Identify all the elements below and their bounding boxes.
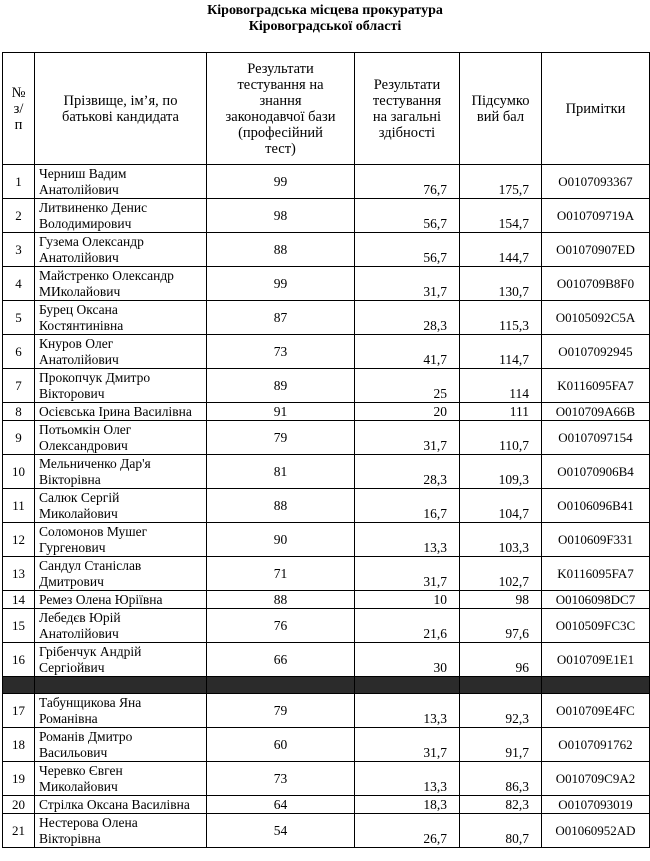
candidate-name-line: Стрілка Оксана Василівна xyxy=(39,796,190,812)
professional-test-score: 90 xyxy=(207,523,355,557)
header-line: тестування на xyxy=(237,76,324,93)
general-test-score: 16,7 xyxy=(355,489,460,523)
general-test-score: 30 xyxy=(355,643,460,677)
professional-test-score: 76 xyxy=(207,609,355,643)
general-test-score: 10 xyxy=(355,591,460,609)
candidate-name-line: Сандул Станіслав xyxy=(39,557,142,573)
candidate-name-line: Анатолійович xyxy=(39,351,119,367)
note-code: O010709A66B xyxy=(542,403,650,421)
header-line: (професійний xyxy=(238,124,323,141)
professional-test-score: 81 xyxy=(207,455,355,489)
table-row xyxy=(3,694,650,728)
note-code: O0106098DC7 xyxy=(542,591,650,609)
candidate-name xyxy=(35,591,207,609)
general-test-score: 21,6 xyxy=(355,609,460,643)
professional-test-score: 79 xyxy=(207,421,355,455)
general-test-score: 56,7 xyxy=(355,199,460,233)
professional-test-score: 99 xyxy=(207,267,355,301)
professional-test-score: 64 xyxy=(207,796,355,814)
professional-test-score: 88 xyxy=(207,233,355,267)
total-score: 110,7 xyxy=(460,421,542,455)
candidate-name xyxy=(35,335,207,369)
candidate-name-line: Романів Дмитро xyxy=(39,728,133,744)
table-row xyxy=(3,233,650,267)
professional-test-score: 79 xyxy=(207,694,355,728)
note-code: O010609F331 xyxy=(542,523,650,557)
row-number: 8 xyxy=(3,403,35,421)
total-score: 91,7 xyxy=(460,728,542,762)
row-number: 7 xyxy=(3,369,35,403)
candidate-name xyxy=(35,728,207,762)
candidate-name-line: Володимирович xyxy=(39,215,132,231)
candidate-name-line: Бурец Оксана xyxy=(39,301,118,317)
note-code: O010709E4FC xyxy=(542,694,650,728)
total-score: 97,6 xyxy=(460,609,542,643)
note-code: O0107092945 xyxy=(542,335,650,369)
header-number xyxy=(3,53,35,165)
total-score: 102,7 xyxy=(460,557,542,591)
row-number: 15 xyxy=(3,609,35,643)
note-code: O010709E1E1 xyxy=(542,643,650,677)
note-code: K0116095FA7 xyxy=(542,369,650,403)
professional-test-score: 54 xyxy=(207,814,355,848)
header-line: Примітки xyxy=(565,100,626,117)
general-test-score: 56,7 xyxy=(355,233,460,267)
header-line: на загальні xyxy=(372,108,442,125)
header-line: здібності xyxy=(378,124,436,141)
row-number: 2 xyxy=(3,199,35,233)
candidate-name xyxy=(35,199,207,233)
header-line: Прізвище, ім’я, по xyxy=(63,92,178,109)
separator-cell xyxy=(460,677,542,694)
row-number: 14 xyxy=(3,591,35,609)
general-test-score: 31,7 xyxy=(355,421,460,455)
candidate-name-line: МИколайович xyxy=(39,283,121,299)
row-number: 19 xyxy=(3,762,35,796)
table-row xyxy=(3,403,650,421)
title-line-2: Кіровоградської області xyxy=(248,19,402,34)
candidate-name-line: Табунщикова Яна xyxy=(39,694,142,710)
title-line-1: Кіровоградська місцева прокуратура xyxy=(207,3,443,18)
candidate-name-line: Мельниченко Дар'я xyxy=(39,455,151,471)
separator-cell xyxy=(542,677,650,694)
table-row xyxy=(3,199,650,233)
candidate-name-line: Майстренко Олександр xyxy=(39,267,174,283)
total-score: 154,7 xyxy=(460,199,542,233)
total-score: 96 xyxy=(460,643,542,677)
candidate-name-line: Костянтинівна xyxy=(39,317,124,333)
table-row xyxy=(3,796,650,814)
header-line: Підсумко xyxy=(471,92,530,109)
note-code: O0105092C5A xyxy=(542,301,650,335)
table-row xyxy=(3,335,650,369)
row-number: 13 xyxy=(3,557,35,591)
candidate-name-line: Литвиненко Денис xyxy=(39,199,148,215)
general-test-score: 28,3 xyxy=(355,301,460,335)
general-test-score: 26,7 xyxy=(355,814,460,848)
professional-test-score: 98 xyxy=(207,199,355,233)
candidate-name-line: Вікторович xyxy=(39,385,105,401)
general-test-score: 13,3 xyxy=(355,762,460,796)
total-score: 86,3 xyxy=(460,762,542,796)
candidate-name-line: Салюк Сергій xyxy=(39,489,120,505)
header-professional-test xyxy=(207,53,355,165)
row-number: 16 xyxy=(3,643,35,677)
table-row xyxy=(3,591,650,609)
note-code: O010509FC3C xyxy=(542,609,650,643)
total-score: 111 xyxy=(460,403,542,421)
candidate-name-line: Анатолійович xyxy=(39,625,119,641)
candidate-name-line: Черевко Євген xyxy=(39,762,123,778)
row-number: 5 xyxy=(3,301,35,335)
results-table xyxy=(2,52,650,848)
candidate-name xyxy=(35,455,207,489)
note-code: O0107091762 xyxy=(542,728,650,762)
general-test-score: 31,7 xyxy=(355,557,460,591)
table-row xyxy=(3,421,650,455)
header-row xyxy=(3,53,650,165)
professional-test-score: 60 xyxy=(207,728,355,762)
candidate-name-line: Потьомкін Олег xyxy=(39,421,132,437)
note-code: O0107093367 xyxy=(542,165,650,199)
general-test-score: 76,7 xyxy=(355,165,460,199)
row-number: 11 xyxy=(3,489,35,523)
candidate-name-line: Вікторівна xyxy=(39,471,101,487)
total-score: 115,3 xyxy=(460,301,542,335)
candidate-name xyxy=(35,643,207,677)
table-body xyxy=(3,165,650,848)
candidate-name xyxy=(35,369,207,403)
general-test-score: 13,3 xyxy=(355,694,460,728)
candidate-name xyxy=(35,814,207,848)
total-score: 80,7 xyxy=(460,814,542,848)
header-line: законодавчої бази xyxy=(225,108,336,125)
note-code: O01060952AD xyxy=(542,814,650,848)
row-number: 18 xyxy=(3,728,35,762)
professional-test-score: 73 xyxy=(207,762,355,796)
candidate-name xyxy=(35,267,207,301)
professional-test-score: 66 xyxy=(207,643,355,677)
candidate-name xyxy=(35,762,207,796)
candidate-name xyxy=(35,523,207,557)
candidate-name-line: Осієвська Ірина Василівна xyxy=(39,403,192,419)
note-code: O01070906B4 xyxy=(542,455,650,489)
candidate-name xyxy=(35,489,207,523)
row-number: 4 xyxy=(3,267,35,301)
general-test-score: 31,7 xyxy=(355,728,460,762)
general-test-score: 13,3 xyxy=(355,523,460,557)
candidate-name-line: Гузема Олександр xyxy=(39,233,144,249)
candidate-name-line: Миколайович xyxy=(39,778,118,794)
table-row xyxy=(3,455,650,489)
separator-cell xyxy=(3,677,35,694)
professional-test-score: 91 xyxy=(207,403,355,421)
candidate-name-line: Васильович xyxy=(39,744,108,760)
general-test-score: 20 xyxy=(355,403,460,421)
professional-test-score: 88 xyxy=(207,591,355,609)
total-score: 114,7 xyxy=(460,335,542,369)
candidate-name xyxy=(35,694,207,728)
note-code: O010709719A xyxy=(542,199,650,233)
row-number: 6 xyxy=(3,335,35,369)
header-line: знання xyxy=(259,92,302,109)
header-line: Результати xyxy=(247,60,314,77)
table-row xyxy=(3,165,650,199)
candidate-name-line: Анатолійович xyxy=(39,249,119,265)
table-row xyxy=(3,489,650,523)
candidate-name xyxy=(35,421,207,455)
candidate-name-line: Нестерова Олена xyxy=(39,814,138,830)
header-line: батькові кандидата xyxy=(62,108,179,125)
candidate-name xyxy=(35,609,207,643)
candidate-name-line: Олександрович xyxy=(39,437,128,453)
note-code: K0116095FA7 xyxy=(542,557,650,591)
candidate-name xyxy=(35,557,207,591)
header-line: № xyxy=(11,84,26,101)
note-code: O010709C9A2 xyxy=(542,762,650,796)
total-score: 92,3 xyxy=(460,694,542,728)
candidate-name-line: Прокопчук Дмитро xyxy=(39,369,151,385)
table-row xyxy=(3,369,650,403)
professional-test-score: 89 xyxy=(207,369,355,403)
table-row xyxy=(3,814,650,848)
row-number: 10 xyxy=(3,455,35,489)
candidate-name-line: Лебедєв Юрій xyxy=(39,609,121,625)
row-number: 12 xyxy=(3,523,35,557)
total-score: 114 xyxy=(460,369,542,403)
candidate-name-line: Сергіойвич xyxy=(39,659,105,675)
total-score: 175,7 xyxy=(460,165,542,199)
separator-row xyxy=(3,677,650,694)
candidate-name-line: Черниш Вадим xyxy=(39,165,127,181)
general-test-score: 41,7 xyxy=(355,335,460,369)
note-code: O0107097154 xyxy=(542,421,650,455)
professional-test-score: 73 xyxy=(207,335,355,369)
note-code: O0106096B41 xyxy=(542,489,650,523)
row-number: 1 xyxy=(3,165,35,199)
candidate-name xyxy=(35,233,207,267)
professional-test-score: 87 xyxy=(207,301,355,335)
candidate-name-line: Гургенович xyxy=(39,539,106,555)
professional-test-score: 99 xyxy=(207,165,355,199)
table-row xyxy=(3,609,650,643)
row-number: 21 xyxy=(3,814,35,848)
row-number: 20 xyxy=(3,796,35,814)
total-score: 103,3 xyxy=(460,523,542,557)
header-line: Результати xyxy=(373,76,441,93)
table-row xyxy=(3,267,650,301)
candidate-name-line: Грібенчук Андрій xyxy=(39,643,142,659)
total-score: 98 xyxy=(460,591,542,609)
candidate-name-line: Анатолійович xyxy=(39,181,119,197)
separator-cell xyxy=(355,677,460,694)
general-test-score: 28,3 xyxy=(355,455,460,489)
header-name xyxy=(35,53,207,165)
candidate-name xyxy=(35,301,207,335)
header-total-score xyxy=(460,53,542,165)
candidate-name xyxy=(35,165,207,199)
candidate-name-line: Кнуров Олег xyxy=(39,335,114,351)
header-line: з/ xyxy=(13,100,24,117)
document-title xyxy=(0,3,650,35)
row-number: 17 xyxy=(3,694,35,728)
separator-cell xyxy=(35,677,207,694)
candidate-name-line: Ремез Олена Юріївна xyxy=(39,591,163,607)
general-test-score: 25 xyxy=(355,369,460,403)
professional-test-score: 88 xyxy=(207,489,355,523)
header-line: тестування xyxy=(372,92,442,109)
note-code: O01070907ED xyxy=(542,233,650,267)
header-line: тест) xyxy=(265,140,296,157)
candidate-name-line: Соломонов Мушег xyxy=(39,523,148,539)
candidate-name xyxy=(35,403,207,421)
table-row xyxy=(3,643,650,677)
candidate-name-line: Дмитрович xyxy=(39,573,104,589)
candidate-name-line: Романівна xyxy=(39,710,98,726)
note-code: O0107093019 xyxy=(542,796,650,814)
general-test-score: 31,7 xyxy=(355,267,460,301)
candidate-name-line: Миколайович xyxy=(39,505,118,521)
total-score: 144,7 xyxy=(460,233,542,267)
professional-test-score: 71 xyxy=(207,557,355,591)
table-row xyxy=(3,762,650,796)
header-line: вий бал xyxy=(476,108,525,125)
header-line: п xyxy=(14,116,23,133)
header-general-test xyxy=(355,53,460,165)
separator-cell xyxy=(207,677,355,694)
candidate-name xyxy=(35,796,207,814)
header-notes xyxy=(542,53,650,165)
row-number: 3 xyxy=(3,233,35,267)
row-number: 9 xyxy=(3,421,35,455)
table-row xyxy=(3,557,650,591)
general-test-score: 18,3 xyxy=(355,796,460,814)
note-code: O010709B8F0 xyxy=(542,267,650,301)
table-row xyxy=(3,301,650,335)
total-score: 109,3 xyxy=(460,455,542,489)
candidate-name-line: Вікторівна xyxy=(39,830,101,846)
table-row xyxy=(3,523,650,557)
table-row xyxy=(3,728,650,762)
total-score: 130,7 xyxy=(460,267,542,301)
total-score: 82,3 xyxy=(460,796,542,814)
total-score: 104,7 xyxy=(460,489,542,523)
